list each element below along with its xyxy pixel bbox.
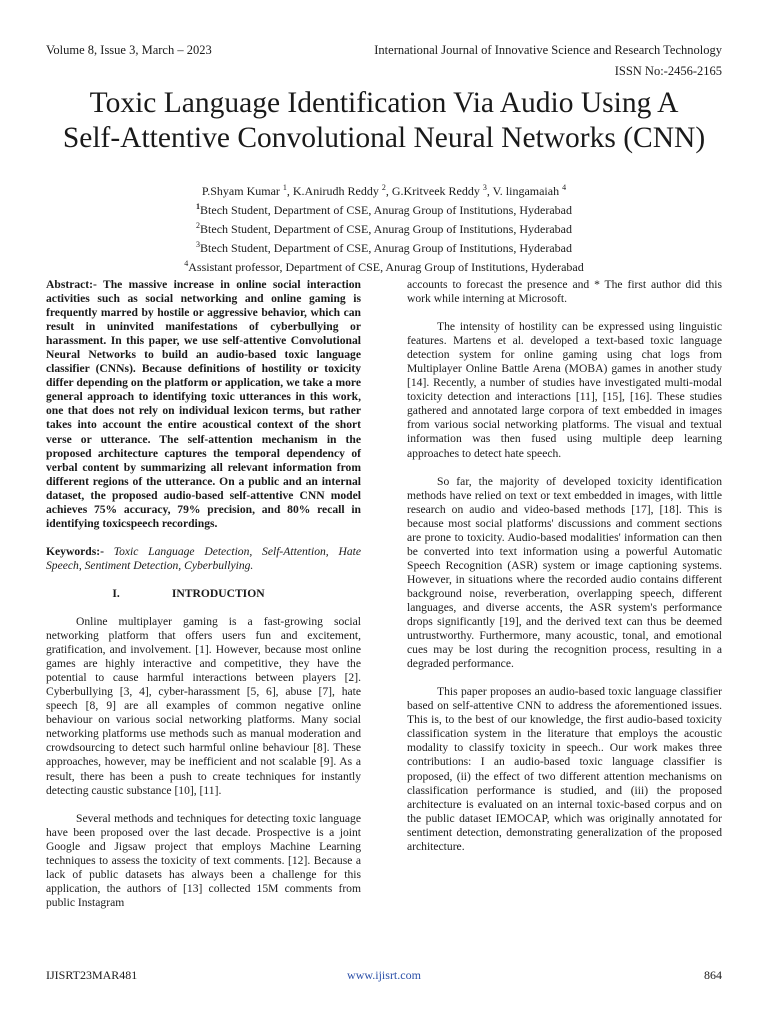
keywords [46, 545, 361, 573]
author-4-sup: 4 [562, 183, 567, 192]
header-journal: International Journal of Innovative Science and Research Technology [374, 43, 722, 57]
author-block [100, 180, 668, 275]
author-names [100, 180, 668, 199]
affiliation-3 [100, 237, 668, 256]
intro-paragraph-1: Online multiplayer gaming is a fast-growing social networking platform that offers users fun and excitement, gratification, and involvement. [1]. However, because most online games are highly interactive and competitive, they have the potential to cause harmful interactions between players [2]. Cyberbullying [3, 4], cyber-harassment [5, 6], abuse [7], hate speech [8, 9] are all examples of common negative online behaviour on various social networking platforms. Many social networking platforms use methods such as manual moderation and crowdsourcing to detect such harmful online behaviour [8]. These approaches, however, may be inefficient and not scalable [9]. As a result, there has been a push to create techniques for instantly detecting caustic substance [10], [11]. [46, 614, 361, 797]
section-title: INTRODUCTION [171, 586, 265, 600]
author-4: , V. lingamaiah [486, 184, 560, 198]
right-paragraph-2: So far, the majority of developed toxicity identification methods have relied on text or text embedded in images, with little research on audio and video-based methods [17], [18]. This is because most social platforms' discussions and comment sections are prone to toxicity. Audio-based modalities' information can then be converted into text information using a powerful Automatic Speech Recognition (ASR) system or image captioning systems. However, in situations where the recorded audio contains different background noise, reverberation, overlapping speech, different languages, and diverse accents, the ASR system's performance drops significantly [19], and the derived text can thus be deemed untrustworthy. Furthermore, many acoustic, tonal, and emotional cues may be lost during the recognition process, resulting in a degraded performance. [407, 474, 722, 671]
affiliation-3-text: Btech Student, Department of CSE, Anurag Group of Institutions, Hyderabad [200, 241, 572, 255]
title-line-2: Self-Attentive Convolutional Neural Networks (CNN) [62, 122, 706, 154]
intro-paragraph-2: Several methods and techniques for detecting toxic language have been proposed over the last decade. Prospective is a joint Google and Jigsaw project that employs Machine Learning techniques to assess the toxicity of text comments. [12]. Because a lack of public datasets has always been a challenge for this application, the authors of [13] collected 15M comments from public Instagram [46, 811, 361, 909]
right-paragraph-0: accounts to forecast the presence and * The first author did this work while interning at Microsoft. [407, 278, 722, 306]
author-3-sup: 3 [482, 183, 487, 192]
right-paragraph-3: This paper proposes an audio-based toxic language classifier based on self-attentive CNN to address the aforementioned issues. This is, to the best of our knowledge, the first audio-based toxicity classification system in the literature that employs the acoustic modality to classify toxicity in speech.. Our work makes three contributions: I an audio-based toxic language classifier is proposed, (ii) the effect of two different attention mechanisms on classification performance is studied, and (iii) the proposed architecture is evaluated on an internal toxic-based corpus and on the public dataset IEMOCAP, which was originally annotated for sentiment detection, demonstrating generalization of the proposed architecture. [407, 685, 722, 853]
author-2-sup: 2 [381, 183, 386, 192]
footer-page-number: 864 [704, 968, 722, 982]
author-2: , K.Anirudh Reddy [286, 184, 379, 198]
footer-website-link[interactable]: www.ijisrt.com [347, 968, 421, 982]
affiliation-4 [100, 256, 668, 275]
affiliation-2-sup: 2 [196, 221, 201, 230]
footer-paper-code: IJISRT23MAR481 [46, 968, 138, 982]
right-paragraph-1: The intensity of hostility can be expressed using linguistic features. Martens et al. developed a text-based toxic language detection system for online gaming using chat logs from Multiplayer Online Battle Arena (MOBA) games in another study [14]. Recently, a number of studies have investigated multi-modal toxicity detection and interactions [11], [15], [16]. These studies gathered and annotated large corpora of text embedded in images from various social networking platforms. The visual and textual information was then fused using multiple deep learning approaches to detect hate speech. [407, 320, 722, 460]
author-3: , G.Kritveek Reddy [385, 184, 480, 198]
affiliation-3-sup: 3 [196, 240, 201, 249]
author-1: P.Shyam Kumar [201, 184, 280, 198]
left-column [46, 278, 361, 924]
header-issn: ISSN No:-2456-2165 [614, 64, 722, 78]
keywords-label: Keywords:- [46, 544, 104, 558]
abstract: Abstract:- The massive increase in online social interaction activities such as social networking and online gaming is frequently marred by hostile or aggressive behavior, which can result in uninvited manifestations of cyberbullying or harassment. In this paper, we use self-attentive Convolutional Neural Networks to build an audio-based toxic language classifier (CNNs). Because definitions of hostility or toxicity differ depending on the platform or application, we take a more general approach to identifying toxic utterances in this work, one that does not rely on individual lexicon terms, but rather takes into account the entire acoustical context of the short verse or utterance. The self-attention mechanism in the proposed architecture captures the temporal dependency of verbal content by summarizing all relevant information from different regions of the utterance. On a public and an internal dataset, the proposed audio-based self-attentive CNN model achieves 75% accuracy, 79% precision, and 80% recall in identifying toxicspeech recordings. [46, 278, 361, 530]
header-volume: Volume 8, Issue 3, March – 2023 [46, 43, 212, 57]
affiliation-1-text: Btech Student, Department of CSE, Anurag Group of Institutions, Hyderabad [200, 203, 572, 217]
affiliation-2 [100, 218, 668, 237]
affiliation-4-text: Assistant professor, Department of CSE, Anurag Group of Institutions, Hyderabad [188, 260, 584, 274]
affiliation-4-sup: 4 [184, 259, 189, 268]
title-line-1: Toxic Language Identification Via Audio Using A [89, 87, 679, 119]
right-column [407, 278, 722, 868]
keywords-text: Toxic Language Detection, Self-Attention, Hate Speech, Sentiment Detection, Cyberbullying. [46, 544, 361, 572]
author-1-sup: 1 [282, 183, 287, 192]
affiliation-1 [100, 199, 668, 218]
section-number: I. [112, 586, 120, 600]
affiliation-2-text: Btech Student, Department of CSE, Anurag Group of Institutions, Hyderabad [200, 222, 572, 236]
paper-title [30, 86, 738, 156]
affiliation-1-sup: 1 [196, 202, 201, 211]
section-heading-introduction [46, 587, 361, 601]
